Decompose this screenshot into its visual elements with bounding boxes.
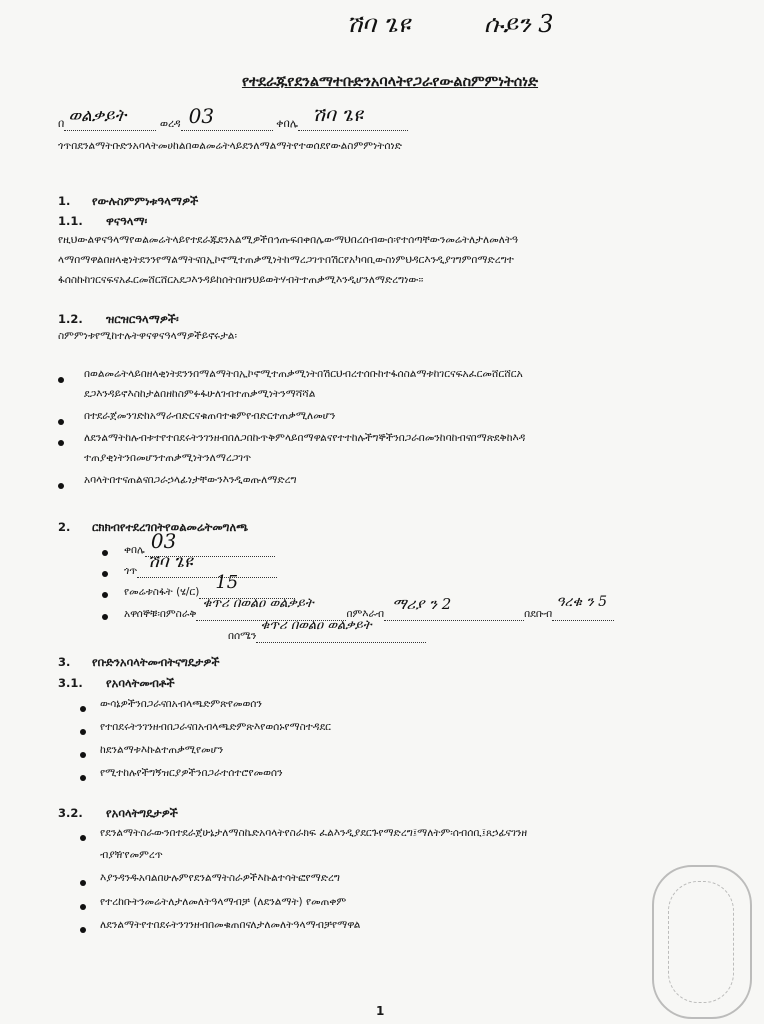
- field-label-prefix: በ: [58, 117, 65, 130]
- section-3-heading: [58, 655, 220, 670]
- bullet-dot: [102, 614, 108, 620]
- got-row-label: ጎጥ: [124, 565, 138, 577]
- section-1-heading: [58, 194, 198, 209]
- boundary-north-value: ቁጥሪ በወልዐ ወልቃይት: [260, 618, 372, 633]
- intro-text: ጎጥበደንልማትቡድንአባላትመሀከልበወልመሬትላይደንለማልማትየተወሰደየውልስምምነትሰነድ: [58, 140, 402, 152]
- boundary-north-field: [256, 618, 426, 643]
- got-row: [124, 552, 277, 578]
- bullet-text: እያንዳንዱአባልበሁሉምየደንልማትስራዎችእኩልተሳትፎየማድረግ: [100, 872, 340, 884]
- bullet-dot: [80, 775, 86, 781]
- bullet-text: የሚተከሉየችግኝዝርያዎችንበጋራተሰተሮየመወሰን: [100, 767, 283, 779]
- bullet-dot: [58, 419, 64, 425]
- area-row-value: 15: [215, 572, 239, 593]
- got-row-field: [137, 552, 277, 578]
- bullet-text: ውሳኔዎችንበጋራናበአብላጫድምጽየመወሰን: [100, 698, 262, 710]
- kebele-row-value: 03: [150, 529, 177, 553]
- woreda-name-value: ወልቃይት: [68, 106, 127, 126]
- document-title: የተደራጁየደንልማተቡድንአባላትየጋራየውልስምምነትሰነድ: [241, 74, 539, 90]
- top-fields-line: [58, 104, 408, 131]
- boundary-south-value: ዓረቁ ን 5: [556, 594, 608, 610]
- section-1-2-title: ዝርዝርዓላማዎች፡: [106, 312, 179, 326]
- section-2-number: 2.: [58, 520, 71, 534]
- boundary-east-value: ቁጥሪ በወልዐ ወልቃይት: [202, 596, 314, 611]
- bullet-dot: [58, 483, 64, 489]
- kebele-field: [298, 104, 408, 131]
- kebele-label: ቀበሌ: [276, 117, 299, 130]
- bullet-dot: [58, 440, 64, 446]
- woreda-label: ወረዳ: [159, 117, 181, 130]
- stamp-inner-ring: [668, 881, 734, 1003]
- bullet-dot: [80, 752, 86, 758]
- boundary-west-value: ማሪያ ን 2: [392, 595, 452, 613]
- bullet-dot: [58, 377, 64, 383]
- bullet-text: ከደንልማቱእኩልተጠቃሚየመሆን: [100, 744, 224, 756]
- section-1-1-number: 1.1.: [58, 214, 83, 228]
- paragraph-line: ላማበማዋልበዘላቂነትደንንየማልማትናበኢኮኖሚተጠቃሚነትከማረጋገጥበሽርየአካባቢውስነምህዳርእንዲያገግምበማድረግተ: [58, 254, 514, 266]
- bullet-dot: [102, 550, 108, 556]
- bullet-text: ለደንልማትየተበደሩትንገንዘብበመቁጠበናለታለመለትዓላማብቻየማዋል: [100, 919, 361, 931]
- bullet-text: የተረከቡትንመሬትለታለመለትዓላማብቻ (ለደንልማት) የመጠቀም: [100, 896, 347, 908]
- woreda-number-field: [181, 104, 273, 131]
- paragraph-line: የዚህውልዋናዓላማየወልመሬትላይየተደራጁደንአልሚዎችበኅጡፍበቀበሌውማህበረሰብውሰ፡የተሰጣቸውንመሬትለታለመለትዓ: [58, 234, 519, 246]
- bullet-dot: [102, 592, 108, 598]
- section-1-1-heading: [58, 214, 147, 229]
- bullet-dot: [80, 729, 86, 735]
- section-3-number: 3.: [58, 655, 71, 669]
- bullet-dot: [80, 927, 86, 933]
- bullet-dot: [80, 904, 86, 910]
- section-3-2-heading: [58, 806, 178, 821]
- bullet-dot: [102, 571, 108, 577]
- section-2-title: ርክክብየተደረገበትየወልመሬትመግለጫ: [92, 520, 249, 534]
- section-1-title: የውሉስምምነቱዓላማዎች: [92, 194, 199, 208]
- boundary-south-field: [552, 594, 614, 621]
- section-1-1-paragraph: [58, 230, 718, 290]
- bullet-text: የደንልማትስራውንበተደራጀሁኔታለማስኬድአባላትየስራክፍ ፈልእንዲያደርጉየማድረግ፤ማለትም፡ሰብሰቢ፤ጸኃፊናገንዘ: [100, 827, 528, 839]
- bullet-dot: [80, 880, 86, 886]
- section-1-1-title: ዋናዓላማ፡: [106, 214, 148, 228]
- boundary-west-field: [384, 595, 524, 621]
- handwritten-header-left: ሽባ ጌዩ: [346, 10, 410, 38]
- section-1-2-intro: ስምምነቱየሚከተሉትዋናዋናዓላማዎችይኖሩታል፡: [58, 330, 237, 342]
- bullet-dot: [80, 835, 86, 841]
- section-3-2-number: 3.2.: [58, 806, 83, 820]
- bullet-dot: [80, 706, 86, 712]
- section-1-2-number: 1.2.: [58, 312, 83, 326]
- bullet-text: በወልመሬትላይበዘላቂነትደንንበማልማትበኢኮኖሚተጠቃሚነትበሽርህብረተሰቡከተፋሰስልማቱከገርናፍአፈርመሸርሸርአ: [84, 368, 523, 380]
- bullet-text-continued: ተጠያቂነትንበመሆንተጠቃሚነትንለማረጋገጥ: [84, 452, 252, 464]
- area-row-label: የመሬቱስፋት (ሄ/ር): [124, 586, 200, 598]
- kebele-value: ሽባ ጌዩ: [312, 104, 363, 126]
- boundary-north-label: በሰሜን: [228, 630, 257, 642]
- bullet-text-continued: ብያዥየመምረጥ: [100, 849, 163, 861]
- boundary-north-row: [228, 618, 426, 643]
- boundary-label: አዋሰኞቹ፡በምስራቅ: [124, 608, 197, 620]
- bullet-text: በተደራጀመንገድከአማራብድርናቁጠባተቁምየብድርተጠቃሚለመሆን: [84, 410, 336, 422]
- bullet-text: አባላትበተናጠልናበጋራኃላፊነታቸውንእንዲወጡለማድረግ: [84, 474, 297, 486]
- paragraph-line: ፋሰስኩከገርናፍናአፈርመሸርሸርአደጋእንዳይከሰትበዘንህይወትሃብትተጠቃሚእንዲሆንለማድረግነው፡፡: [58, 274, 424, 286]
- boundary-south-label: በደቡብ: [524, 608, 553, 620]
- bullet-text: ለደንልማትከሉብቱተየተበደሩትንገንዘብበለጋበኩጥቅምላይበማዋልናየተተከሉችግኞችንበጋራበመንከባከብናበማጽደቅከእዳ: [84, 432, 526, 444]
- section-3-1-number: 3.1.: [58, 676, 83, 690]
- section-3-2-title: የአባላትግዴታዎች: [106, 806, 178, 820]
- page-number: 1: [376, 1004, 385, 1018]
- section-3-1-title: የአባላትመብቶች: [106, 676, 175, 690]
- woreda-name-field: [64, 106, 156, 131]
- bullet-text-continued: ደጋእንዳይኖእስከታልበዘከስምፉፋሁለገብተጠቃሚነትንማሻሻል: [84, 388, 316, 400]
- kebele-row-label: ቀበሌ: [124, 544, 145, 556]
- got-row-value: ሽባ ጌዩ: [147, 552, 193, 572]
- handwritten-header-right: ሱይን 3: [484, 10, 554, 38]
- woreda-number-value: 03: [188, 104, 215, 128]
- section-3-title: የቡድንአባላትመብትናግዴታዎች: [92, 655, 220, 669]
- section-1-number: 1.: [58, 194, 71, 208]
- official-stamp: [652, 865, 752, 1019]
- section-1-2-heading: [58, 312, 179, 327]
- section-3-1-heading: [58, 676, 175, 691]
- bullet-text: የተበደሩትንገንዘብበጋራናበአብላጫድምጽእየወሰኑየማስተዳደር: [100, 721, 331, 733]
- boundary-west-label: በምእራብ: [346, 608, 385, 620]
